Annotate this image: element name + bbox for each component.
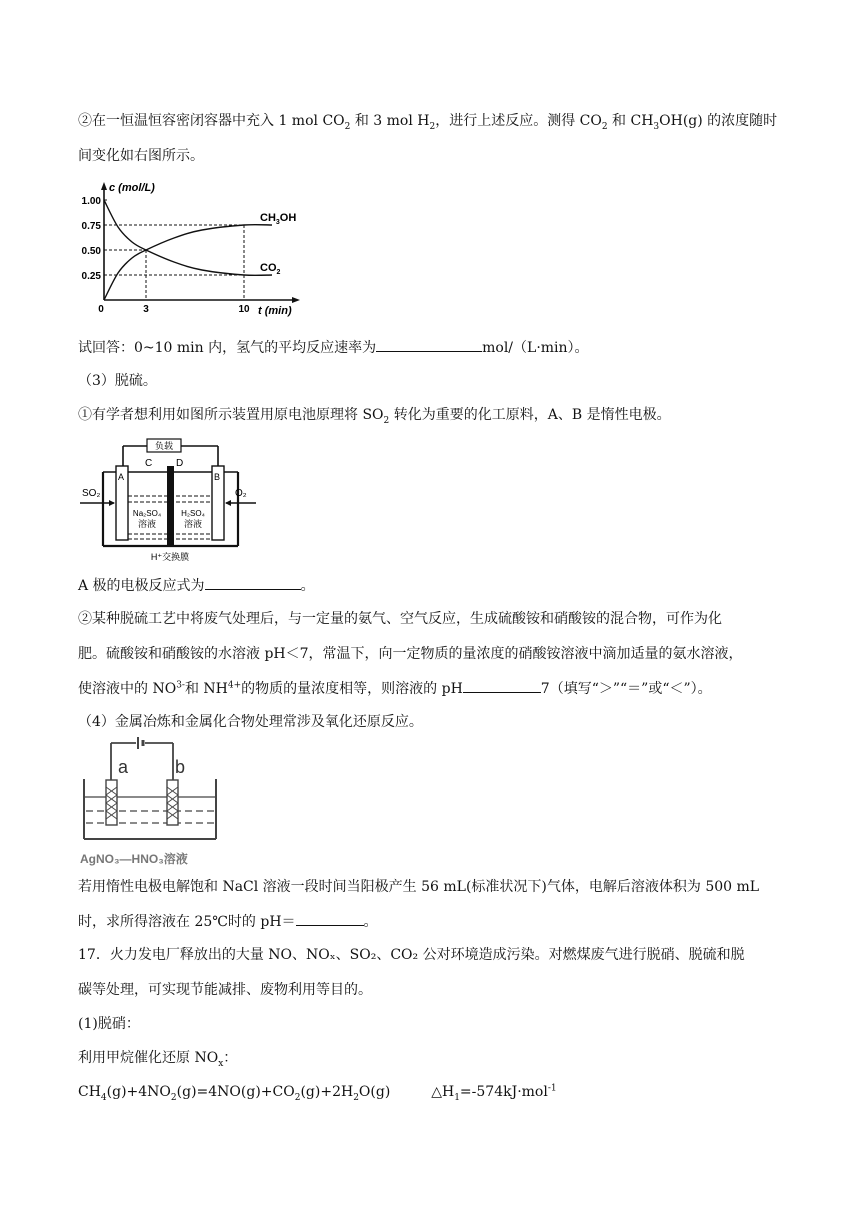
q17-sub-1: (1)脱硝： bbox=[78, 1016, 140, 1032]
so2-label: SO₂ bbox=[82, 488, 101, 499]
q4-line-2: 时，求所得溶液在 25℃时的 pH＝ 。 bbox=[78, 911, 378, 932]
delta-h-1: $\triangle H_1=-574kJ\cdot mol^{-1}$ bbox=[431, 1083, 557, 1103]
label-a: A bbox=[118, 472, 125, 482]
x-tick-label: 0 bbox=[98, 304, 104, 315]
label-b: B bbox=[214, 472, 221, 482]
left-solution-label: 溶液 bbox=[137, 519, 157, 529]
q4-line-1: 若用惰性电极电解饱和 NaCl 溶液一段时间当阳极产生 56 mL(标准状况下)气体，电解后溶液体积为 500 mL bbox=[78, 879, 760, 895]
left-solution-name: Na₂SO₄ bbox=[132, 509, 162, 518]
q3-heading: （3）脱硫。 bbox=[78, 373, 157, 389]
q3-item-2-line-3: 使溶液中的 $NO^{3-}$和 $NH^{4+}$的物质的量浓度相等，则溶液的 pH 7（填写“＞”“＝”或“＜”）。 bbox=[78, 678, 712, 699]
q4-heading: （4）金属冶炼和金属化合物处理常涉及氧化还原反应。 bbox=[78, 714, 423, 730]
galvanic-cell-figure bbox=[78, 436, 258, 564]
q3-item-2-line-1: ②某种脱硫工艺中将废气处理后，与一定量的氨气、空气反应，生成硫酸铵和硝酸铵的混合物，可作为化 bbox=[78, 611, 722, 627]
y-tick-label: 0.50 bbox=[81, 246, 101, 257]
y-tick-label: 0.75 bbox=[81, 221, 101, 232]
q2-line-2: 间变化如右图所示。 bbox=[78, 148, 204, 164]
h-exchange-membrane bbox=[167, 466, 174, 546]
answer-blank-ph-compare[interactable] bbox=[463, 678, 541, 693]
electrode-a-label: a bbox=[118, 757, 129, 777]
label-c: C bbox=[145, 458, 153, 469]
solution-caption: AgNO₃—HNO₃溶液 bbox=[80, 852, 188, 866]
y-tick-label: 0.25 bbox=[81, 271, 101, 282]
answer-blank-rate[interactable] bbox=[376, 337, 482, 352]
right-solution-label: 溶液 bbox=[183, 519, 203, 529]
q17-line-2: 碳等处理，可实现节能减排、废物利用等目的。 bbox=[78, 982, 372, 998]
y-tick-label: 1.00 bbox=[81, 196, 101, 207]
q3-item-2-line-2: 肥。硫酸铵和硝酸铵的水溶液 pH＜7，常温下，向一定物质的量浓度的硝酸铵溶液中滴加适量的氨水溶液， bbox=[78, 646, 743, 662]
x-axis-arrow bbox=[292, 297, 300, 303]
label-d: D bbox=[176, 458, 184, 469]
y-axis-label: c (mol/L) bbox=[109, 182, 155, 194]
concentration-time-chart bbox=[74, 178, 304, 318]
o2-label: O₂ bbox=[235, 488, 247, 499]
y-axis-arrow bbox=[101, 182, 107, 190]
membrane-label: H⁺交换膜 bbox=[150, 552, 190, 562]
answer-blank-electrode-a[interactable] bbox=[205, 575, 301, 590]
series-label-co2: $CO_2$ bbox=[260, 262, 281, 276]
right-solution-name: H₂SO₄ bbox=[181, 509, 205, 518]
q17-sub-2: 利用甲烷催化还原 $NO_x$： bbox=[78, 1050, 238, 1069]
load-label: 负载 bbox=[154, 441, 174, 451]
x-tick-label: 3 bbox=[143, 304, 149, 315]
x-tick-label: 10 bbox=[238, 304, 250, 315]
q17-equation: $CH_4(g)+4NO_2(g)=4NO(g)+CO_2(g)+2H_2O(g)$ $\triangle H_1=-574kJ\cdot mol^{-1}$ bbox=[78, 1083, 557, 1103]
q2-answer-line: 试回答：0~10 min 内，氢气的平均反应速率为 mol/（L·min）。 bbox=[78, 337, 589, 358]
series-line-ch3oh bbox=[104, 225, 272, 300]
electrode-a-question: A 极的电极反应式为 。 bbox=[78, 575, 315, 596]
electrode-b-label: b bbox=[175, 757, 186, 777]
series-label-ch3oh: $CH_3OH$ bbox=[260, 212, 297, 226]
series-line-co2 bbox=[104, 200, 272, 275]
q3-item-1: ①有学者想利用如图所示装置用原电池原理将 $SO_2$ 转化为重要的化工原料，A、B 是惰性电极。 bbox=[78, 407, 671, 426]
q17-line-1: 17．火力发电厂释放出的大量 NO、NOₓ、SO₂、CO₂ 公对环境造成污染。对燃煤废气进行脱硝、脱硫和脱 bbox=[78, 947, 745, 963]
x-axis-label: t (min) bbox=[258, 305, 292, 317]
electrolysis-cell-figure bbox=[78, 735, 238, 871]
answer-blank-ph[interactable] bbox=[296, 911, 364, 926]
q2-line-1: ②在一恒温恒容密闭容器中充入 1 mol $CO_2$ 和 3 mol $H_2$，进行上述反应。测得 $CO_2$ 和 $CH_3OH(g)$ 的浓度随时 bbox=[78, 113, 778, 132]
